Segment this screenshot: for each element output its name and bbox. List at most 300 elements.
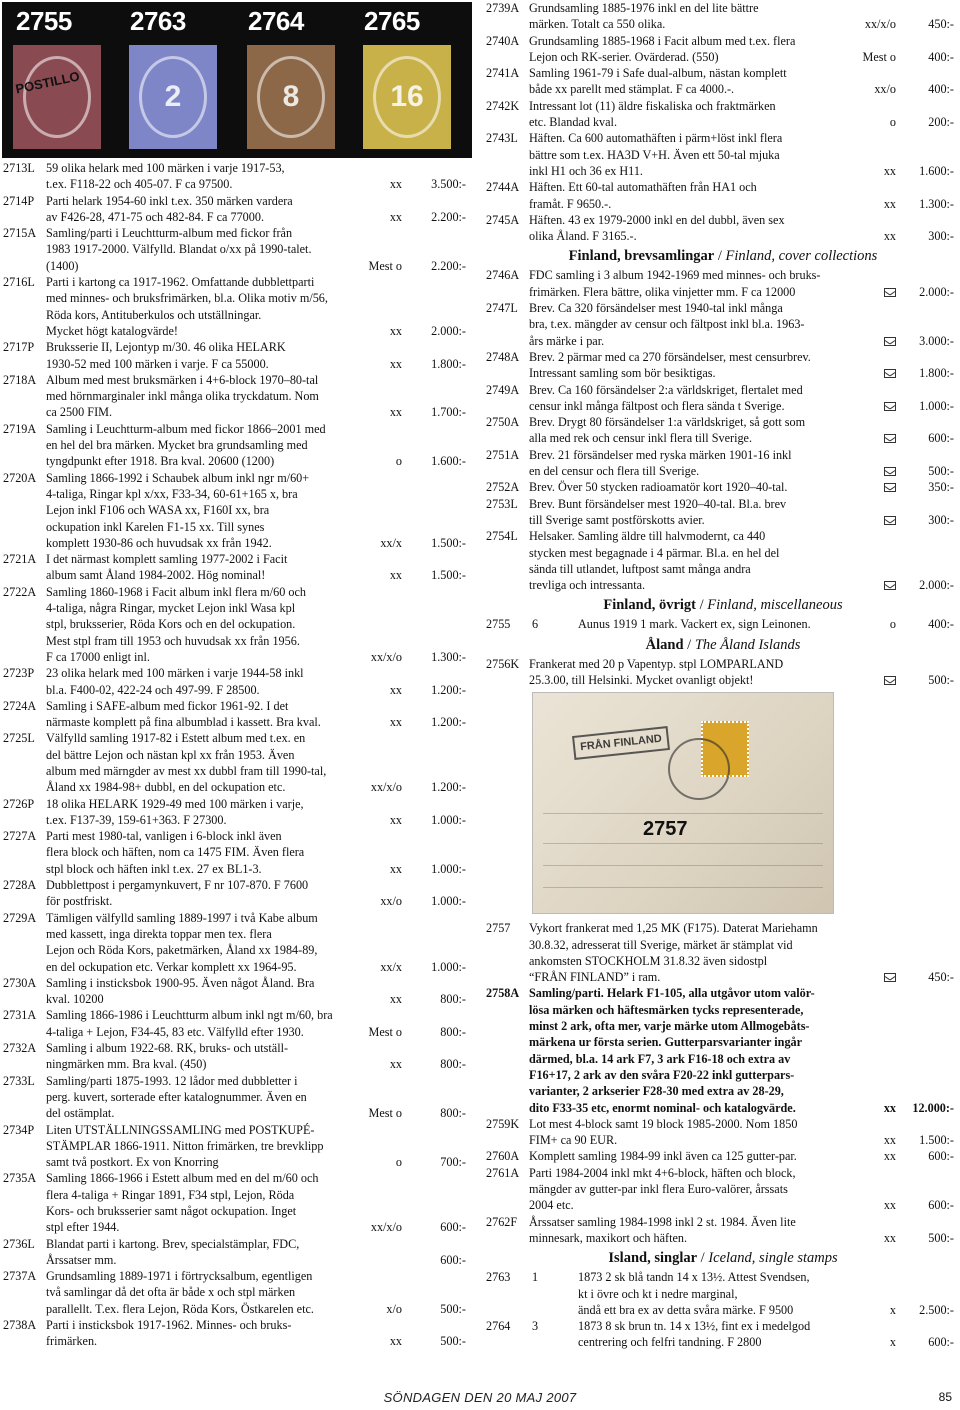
lot-sub-number: 6	[532, 617, 539, 632]
lot-text: med minnes- och bruksfrimärken, bl.a. Olika motiv m/56,	[46, 291, 328, 306]
lot-text: samt två postkort. Ex von Knorring	[46, 1155, 219, 1170]
lot-line	[46, 453, 470, 469]
lot-text: Samling/parti 1875-1993. 12 lådor med dubbletter i	[46, 1073, 298, 1088]
lot-entry	[486, 179, 960, 212]
lot-text: med kassett, inga direkta toppar men tex. flera	[46, 926, 272, 941]
lot-line	[529, 1214, 960, 1230]
lot-number: 2730A	[3, 975, 37, 990]
condition-code: xx/x/o	[864, 17, 896, 32]
lot-entry	[486, 496, 960, 529]
lot-price: 2.000:-	[431, 323, 466, 338]
lot-text: Mest stpl fram till 1953 och huvudsak xx från 1956.	[46, 633, 300, 648]
lot-description	[46, 1268, 470, 1317]
lot-entry	[0, 1268, 470, 1317]
lot-line	[46, 421, 470, 437]
lot-sub-number: 1	[532, 1270, 539, 1285]
lot-line	[529, 212, 960, 228]
lot-line	[529, 1051, 960, 1067]
lot-line	[46, 193, 470, 209]
condition-code: xx/x/o	[370, 780, 402, 795]
lot-number: 2713L	[3, 161, 35, 175]
lot-sub-number: 3	[532, 1319, 539, 1334]
lot-text: Parti i kartong ca 1917-1962. Omfattande dubblettparti	[46, 275, 315, 290]
lot-description	[529, 447, 960, 480]
lot-text: Samling i Leuchtturm-album med fickor 1866–2001 med	[46, 421, 326, 436]
lot-number: 2726P	[3, 796, 35, 811]
lot-number: 2744A	[486, 180, 520, 195]
condition-code: xx/o	[380, 894, 402, 909]
lot-line	[529, 130, 960, 146]
lot-line	[529, 561, 960, 577]
lot-description	[46, 828, 470, 877]
lot-text: Dubblettpost i pergamynkuvert, F nr 107-870. F 7600	[46, 878, 309, 893]
lot-price: 1.000:-	[431, 959, 466, 974]
condition-code: xx	[389, 861, 402, 876]
page-number: 85	[938, 1390, 952, 1404]
lot-line	[529, 447, 960, 463]
lot-text: Åland xx 1984-98+ dubbl, en del ockupation etc.	[46, 780, 286, 795]
condition-code: Mest o	[862, 49, 896, 64]
heading-sv: Finland, övrigt	[603, 597, 697, 614]
lot-description	[46, 225, 470, 274]
lot-price: 1.500:-	[431, 535, 466, 550]
lot-line	[529, 953, 960, 969]
lot-number: 2760A	[486, 1149, 520, 1164]
lot-line	[578, 1286, 960, 1302]
lot-entry	[486, 349, 960, 382]
lot-line	[529, 1083, 960, 1099]
lot-number: 2747L	[486, 301, 518, 316]
lot-line	[529, 65, 960, 81]
lot-number: 2714P	[3, 193, 35, 208]
lot-entry	[486, 382, 960, 415]
lot-line	[46, 714, 470, 730]
lot-text: kval. 10200	[46, 992, 104, 1007]
lot-text: Helsaker. Samling äldre till halvmodernt, ca 440	[529, 529, 766, 544]
lot-number	[486, 616, 539, 632]
lot-text: dito F33-35 etc, enormt nominal- och katalogvärde.	[529, 1100, 796, 1115]
condition-code: xx	[389, 682, 402, 697]
postcard-lot-label: 2757	[643, 818, 688, 841]
cover-envelope-icon	[884, 467, 896, 476]
lot-line	[46, 307, 470, 323]
lot-line	[529, 1067, 960, 1083]
lot-text: 1930-52 med 100 märken i varje. F ca 55000.	[46, 356, 269, 371]
lot-line	[529, 577, 960, 593]
lot-price: 800:-	[440, 1024, 466, 1039]
lot-line	[46, 1187, 470, 1203]
lot-entry	[0, 975, 470, 1008]
condition-code: xx	[883, 163, 896, 178]
envelope-icon	[884, 284, 896, 300]
lot-text: en del ockupation etc. Verkar komplett xx 1964-95.	[46, 959, 297, 974]
lot-price: 600:-	[440, 1220, 466, 1235]
lot-text: stpl block och häften inkl t.ex. 27 ex BL1-3.	[46, 861, 262, 876]
lot-price: 1.200:-	[431, 780, 466, 795]
lot-text: Samling i SAFE-album med fickor 1961-92. I det	[46, 698, 289, 713]
stamp-lot-label: 2755	[16, 6, 72, 36]
lot-line	[46, 779, 470, 795]
lot-line	[529, 1181, 960, 1197]
condition-code: x/o	[386, 1301, 402, 1316]
lot-price: 300:-	[928, 512, 954, 527]
lot-line	[529, 284, 960, 300]
lot-price: 300:-	[928, 229, 954, 244]
lot-price: 1.200:-	[431, 682, 466, 697]
condition-code: xx	[883, 1198, 896, 1213]
lot-text: Brev. 21 försändelser med ryska märken 1901-16 inkl	[529, 447, 792, 462]
lot-line	[529, 81, 960, 97]
lot-number: 2756K	[486, 656, 520, 671]
lot-price: 800:-	[440, 992, 466, 1007]
lot-price: 500:-	[928, 672, 954, 687]
lot-text: parallellt. T.ex. flera Lejon, Röda Kors, Östkarelen etc.	[46, 1301, 314, 1316]
lot-description	[529, 212, 960, 245]
lot-price: 12.000:-	[912, 1100, 954, 1115]
lot-description	[46, 796, 470, 829]
lot-text: ankomsten STOCKHOLM 31.8.32 även sidostpl	[529, 953, 768, 968]
fran-finland-frame: FRÅN FINLAND	[572, 726, 670, 760]
lot-number: 2736L	[3, 1236, 35, 1251]
lot-number: 2739A	[486, 1, 520, 15]
lot-number: 2733L	[3, 1073, 35, 1088]
lot-description	[46, 470, 470, 551]
lot-text: Lejon inkl F106 och WASA xx, F160I xx, bra	[46, 503, 270, 518]
lot-text: Brev. 2 pärmar med ca 270 försändelser, mest censurbrev.	[529, 349, 811, 364]
lot-entry	[486, 447, 960, 480]
lot-line	[578, 1318, 960, 1334]
lot-line	[46, 470, 470, 486]
lot-description	[46, 877, 470, 910]
lot-text: Häften. Ca 600 automathäften i pärm+löst inkl flera	[529, 131, 783, 146]
lot-line	[529, 1100, 960, 1116]
stamp-photo-strip	[2, 2, 472, 158]
lot-description	[529, 98, 960, 131]
lot-description	[46, 1122, 470, 1171]
lot-number: 2751A	[486, 447, 520, 462]
lot-text: minst 2 ark, ofta mer, varje märke utom Allmogebåts-	[529, 1019, 810, 1034]
lot-text: Grundsamling 1885-1968 i Facit album med t.ex. flera	[529, 33, 796, 48]
lot-line	[46, 926, 470, 942]
left-column	[0, 160, 470, 1350]
lot-line	[529, 382, 960, 398]
lot-description	[529, 267, 960, 300]
lot-text: FIM+ ca 90 EUR.	[529, 1133, 618, 1148]
lot-line	[46, 1122, 470, 1138]
lot-line	[46, 1073, 470, 1089]
lot-text: märken. Totalt ca 550 olika.	[529, 17, 666, 32]
lot-number: 2716L	[3, 275, 35, 290]
lot-number: 2722A	[3, 584, 37, 599]
lot-entry	[486, 300, 960, 349]
heading-en: Iceland, single stamps	[708, 1250, 838, 1267]
condition-code: xx	[389, 1057, 402, 1072]
lot-text: 4-taliga + Lejon, F34-45, 83 etc. Välfylld efter 1930.	[46, 1024, 304, 1039]
condition-code: xx	[389, 568, 402, 583]
lot-entry	[486, 1148, 960, 1164]
heading-sv: Åland	[645, 636, 684, 653]
lot-entry	[0, 160, 470, 193]
lot-price: 800:-	[440, 1057, 466, 1072]
lot-entry	[0, 193, 470, 226]
envelope-icon	[884, 333, 896, 349]
lot-text: stpl, bruksserier, Röda Kors och en del ockupation.	[46, 617, 296, 632]
lot-line	[529, 545, 960, 561]
lot-price: 450:-	[928, 17, 954, 32]
lot-line	[529, 316, 960, 332]
lot-line	[46, 1219, 470, 1235]
lot-price: 600:-	[928, 431, 954, 446]
lot-description	[578, 1318, 960, 1351]
heading-cover-collections	[486, 247, 960, 265]
condition-code: xx	[389, 812, 402, 827]
lot-price: 600:-	[928, 1335, 954, 1350]
lot-number: 2715A	[3, 226, 37, 241]
lot-line	[46, 225, 470, 241]
lot-price: 350:-	[928, 480, 954, 495]
lot-entry	[486, 656, 960, 689]
lot-line	[46, 258, 470, 274]
envelope-icon	[884, 365, 896, 381]
lot-price: 1.200:-	[431, 715, 466, 730]
lot-line	[46, 290, 470, 306]
lot-line	[529, 300, 960, 316]
condition-code: xx	[883, 196, 896, 211]
lot-line	[46, 812, 470, 828]
lot-line	[46, 388, 470, 404]
lot-price: 200:-	[928, 115, 954, 130]
lot-text: Samling/parti i Leuchtturm-album med fickor från	[46, 226, 293, 241]
condition-code: Mest o	[368, 1106, 402, 1121]
lot-text: kt i övre och kt i nedre marginal,	[578, 1286, 738, 1301]
lot-text: FDC samling i 3 album 1942-1969 med minnes- och bruks-	[529, 268, 821, 283]
lot-text: Häften. Ett 60-tal automathäften från HA1 och	[529, 180, 757, 195]
lot-entry	[486, 212, 960, 245]
envelope-icon	[884, 463, 896, 479]
lot-entry	[486, 1165, 960, 1214]
lot-entry	[0, 421, 470, 470]
lot-number: 2740A	[486, 33, 520, 48]
lot-line	[529, 656, 960, 672]
lot-text: 59 olika helark med 100 märken i varje 1917-53,	[46, 161, 285, 175]
lot-price: 500:-	[928, 1230, 954, 1245]
lot-description	[46, 274, 470, 339]
heading-sep: /	[697, 1250, 709, 1267]
lot-text: därmed, bl.a. 14 ark F7, 3 ark F16-18 och extra av	[529, 1051, 791, 1066]
lot-description	[529, 300, 960, 349]
lot-text: Blandat parti i kartong. Brev, specialstämplar, FDC,	[46, 1236, 300, 1251]
lot-price: 500:-	[440, 1301, 466, 1316]
lot-text: album med märngder av mest xx dubbl fram till 1990-tal,	[46, 763, 327, 778]
lot-text: märkena ur första serien. Gutterparsvarianter ingår	[529, 1035, 803, 1050]
lot-entry	[0, 796, 470, 829]
lot-entry	[486, 1269, 960, 1318]
lot-text: av F426-28, 471-75 och 482-84. F ca 77000.	[46, 209, 264, 224]
lot-description	[46, 421, 470, 470]
lot-description	[46, 372, 470, 421]
condition-code: o	[395, 1155, 402, 1170]
lot-price: 1.000:-	[431, 812, 466, 827]
lot-description	[529, 382, 960, 415]
lot-description	[46, 551, 470, 584]
cover-envelope-icon	[884, 581, 896, 590]
condition-code: Mest o	[368, 258, 402, 273]
lot-line	[46, 1056, 470, 1072]
lot-description	[46, 1236, 470, 1269]
cover-envelope-icon	[884, 337, 896, 346]
lot-line	[46, 176, 470, 192]
lot-price: 500:-	[440, 1334, 466, 1349]
lot-text: varianter, 2 arkserier F28-30 med extra av 28-29,	[529, 1084, 784, 1099]
lot-text: 25.3.00, till Helsinki. Mycket ovanligt objekt!	[529, 672, 754, 687]
lot-line	[529, 1116, 960, 1132]
lot-text: Samling 1860-1968 i Facit album inkl flera m/60 och	[46, 584, 306, 599]
lot-text: till Sverige samt postförskotts avier.	[529, 512, 705, 527]
lot-price: 1.000:-	[919, 398, 954, 413]
lot-description	[529, 0, 960, 33]
lot-text: 1983 1917-2000. Välfylld. Blandat o/xx på 1990-talet.	[46, 242, 312, 257]
lot-text: Tämligen välfylld samling 1889-1997 i två Kabe album	[46, 910, 318, 925]
lot-line	[529, 0, 960, 16]
lot-number: 2748A	[486, 349, 520, 364]
cover-envelope-icon	[884, 288, 896, 297]
stamp-value: 8	[257, 56, 325, 138]
lot-text: Komplett samling 1984-99 inkl även ca 125 gutter-par.	[529, 1149, 797, 1164]
lot-text: bra, t.ex. mängder av censur och fältpost inkl bl.a. 1963-	[529, 317, 805, 332]
lot-text: Grundsamling 1885-1976 inkl en del lite bättre	[529, 1, 759, 15]
envelope-icon	[884, 430, 896, 446]
lot-line	[529, 163, 960, 179]
lot-text: Bruksserie II, Lejontyp m/30. 46 olika HELARK	[46, 340, 286, 355]
condition-code: x	[889, 1302, 896, 1317]
lot-text: Samling 1866-1966 i Estett album med en del m/60 och	[46, 1171, 319, 1186]
lot-line	[529, 179, 960, 195]
lot-line	[46, 1301, 470, 1317]
envelope-icon	[884, 969, 896, 985]
lot-text: Vykort frankerat med 1,25 MK (F175). Daterat Mariehamn	[529, 921, 818, 936]
right-column	[486, 0, 960, 1351]
lot-text: mängder av gutter-par inkl flera Euro-valörer, årssats	[529, 1182, 788, 1197]
heading-sep: /	[714, 248, 726, 265]
lot-line	[46, 241, 470, 257]
stamp-image	[358, 40, 456, 154]
lot-number: 2743L	[486, 131, 518, 146]
heading-en: Finland, miscellaneous	[707, 597, 843, 614]
envelope-icon	[884, 398, 896, 414]
lot-line	[46, 404, 470, 420]
envelope-icon	[884, 512, 896, 528]
cover-envelope-icon	[884, 402, 896, 411]
lot-text: ockupation inkl Karelen F1-15 xx. Till synes	[46, 519, 265, 534]
lot-number: 2761A	[486, 1165, 520, 1180]
lot-number-text: 2764	[486, 1319, 511, 1334]
lot-line	[46, 1024, 470, 1040]
lot-line	[529, 1197, 960, 1213]
lot-text: trevliga och intressanta.	[529, 578, 646, 593]
condition-code: xx	[883, 1100, 896, 1115]
condition-code: xx	[883, 1133, 896, 1148]
envelope-icon	[884, 577, 896, 593]
lot-line	[46, 649, 470, 665]
lot-text: en del censur och flera till Sverige.	[529, 464, 700, 479]
lot-line	[529, 196, 960, 212]
lot-line	[529, 1034, 960, 1050]
lot-price: 1.300:-	[919, 196, 954, 211]
lot-line	[46, 633, 470, 649]
lot-entry	[486, 414, 960, 447]
lot-line	[46, 519, 470, 535]
lot-text: Kors- och bruksserier samt något ockupation. Inget	[46, 1204, 297, 1218]
lot-line	[46, 209, 470, 225]
lot-entry	[486, 985, 960, 1115]
lot-text: frimärken. Flera bättre, olika vinjetter mm. F ca 12000	[529, 284, 796, 299]
lot-description	[578, 616, 960, 632]
lot-text: Intressant samling som bör besiktigas.	[529, 366, 716, 381]
lot-text: Mycket högt katalogvärde!	[46, 323, 178, 338]
lot-text: Brev. Ca 320 försändelser mest 1940-tal inkl många	[529, 301, 783, 316]
footer-date: SÖNDAGEN DEN 20 MAJ 2007	[383, 1390, 577, 1405]
lot-text: stycken mest begagnade i 4 pärmar. Bl.a. en hel del	[529, 545, 780, 560]
lot-text: 30.8.32, adresserat till Sverige, märket är stämplat vid	[529, 937, 793, 952]
lot-line	[46, 551, 470, 567]
lot-description	[529, 1148, 960, 1164]
lot-line	[529, 365, 960, 381]
condition-code: xx	[389, 1334, 402, 1349]
lot-text: censur inkl många fältpost och flera sända t Sverige.	[529, 398, 785, 413]
lot-line	[46, 372, 470, 388]
lot-description	[46, 339, 470, 372]
stamp-value	[23, 56, 91, 138]
lot-price: 2.500:-	[919, 1302, 954, 1317]
lot-line	[46, 877, 470, 893]
lot-entry	[0, 470, 470, 551]
lot-price: 1.700:-	[431, 405, 466, 420]
lot-price: 1.600:-	[919, 163, 954, 178]
lot-entry	[0, 877, 470, 910]
envelope-icon	[884, 672, 896, 688]
lot-text: 1873 2 sk blå tandn 14 x 13½. Attest Svendsen,	[578, 1270, 810, 1285]
lot-text: album samt Åland 1984-2002. Hög nominal!	[46, 568, 266, 583]
lot-text: Grundsamling 1889-1971 i förtrycksalbum, egentligen	[46, 1269, 313, 1284]
lot-line	[529, 969, 960, 985]
lot-price: 3.000:-	[919, 333, 954, 348]
heading-en: Finland, cover collections	[725, 248, 878, 265]
lot-entry	[0, 910, 470, 975]
stamp-value: 16	[373, 56, 441, 138]
lot-price: 600:-	[928, 1149, 954, 1164]
lot-text: Samling i insticksbok 1900-95. Även något Åland. Bra	[46, 975, 315, 990]
lot-number: 2731A	[3, 1008, 37, 1023]
lot-line	[46, 763, 470, 779]
lot-description	[529, 528, 960, 593]
lot-entry	[486, 1214, 960, 1247]
lot-entry	[0, 1040, 470, 1073]
lot-line	[529, 147, 960, 163]
lot-text: sända till utlandet, luftpost samt många andra	[529, 561, 751, 576]
lot-description	[529, 414, 960, 447]
lot-price: 1.000:-	[431, 861, 466, 876]
lot-line	[46, 747, 470, 763]
lot-line	[46, 1203, 470, 1219]
lot-price: 700:-	[440, 1155, 466, 1170]
condition-code: o	[889, 115, 896, 130]
stamp-lot-label: 2764	[248, 6, 304, 36]
lot-text: Samling 1866-1992 i Schaubek album inkl ngr m/60+	[46, 470, 310, 485]
lot-entry	[486, 98, 960, 131]
condition-code: xx/x/o	[370, 1220, 402, 1235]
lot-line	[529, 1018, 960, 1034]
lot-number: 2752A	[486, 480, 520, 495]
